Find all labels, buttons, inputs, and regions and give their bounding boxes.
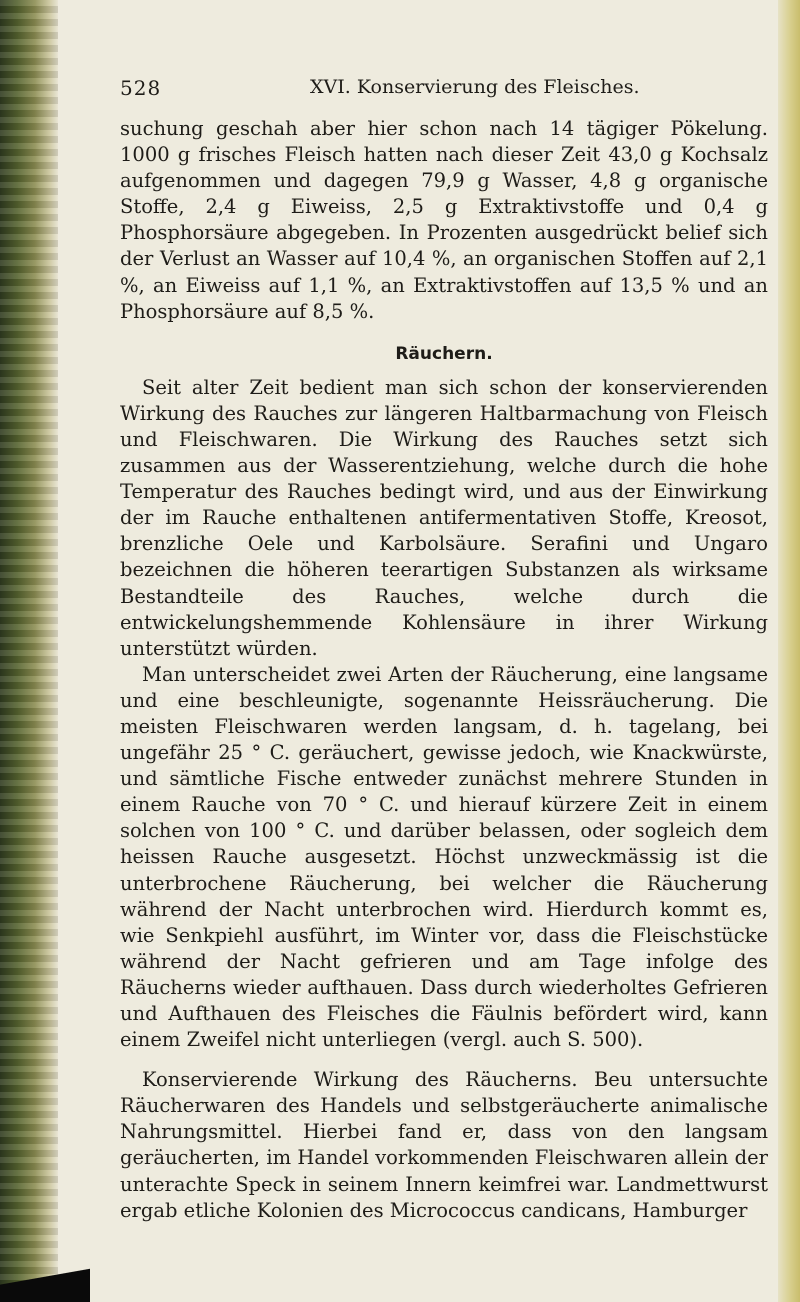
- page-right-edge: [778, 0, 800, 1302]
- paragraph-pickling-results: suchung geschah aber hier schon nach 14 tägiger Pökelung. 1000 g frisches Fleisch hatten nach dieser Zeit 43,0 g Kochsalz aufgenommen und dagegen 79,9 g Wasser, 4,8 g organische Stoffe, 2,4 g Eiweiss, 2,5 g Extraktivstoffe und 0,4 g Phosphorsäure abgegeben. In Prozenten ausgedrückt belief sich der Verlust an Wasser auf 10,4 %, an organischen Stoffen auf 2,1 %, an Eiweiss auf 1,1 %, an Extraktivstoffen auf 13,5 % und an Phosphorsäure auf 8,5 %.: [120, 117, 768, 323]
- page-corner-shadow: [0, 1262, 90, 1302]
- paragraph-gap: [120, 1053, 768, 1067]
- book-spine-edge: [0, 0, 58, 1302]
- page-header: [120, 76, 770, 102]
- running-head: XVI. Konservierung des Fleisches.: [310, 76, 640, 98]
- paragraph-smoking-methods: Man unterscheidet zwei Arten der Räucherung, eine langsame und eine beschleunigte, sogenannte Heissräucherung. Die meisten Fleischwaren werden langsam, d. h. tagelang, bei ungefähr 25 ° C. geräuchert, gewisse jedoch, wie Knackwürste, und sämtliche Fische entweder zunächst mehrere Stunden in einem Rauche von 70 ° C. und hierauf kürzere Zeit in einem solchen von 100 ° C. und darüber belassen, oder sogleich dem heissen Rauche ausgesetzt. Höchst unzweckmässig ist die unterbrochene Räucherung, bei welcher die Räucherung während der Nacht unterbrochen wird. Hierdurch kommt es, wie Senkpiehl ausführt, im Winter vor, dass die Fleischstücke während der Nacht gefrieren und am Tage infolge des Räucherns wieder aufthauen. Dass durch wiederholtes Gefrieren und Aufthauen des Fleisches die Fäulnis befördert wird, kann einem Zweifel nicht unterliegen (vergl. auch S. 500).: [120, 662, 768, 1052]
- page-number: 528: [120, 76, 162, 100]
- page-body: [120, 116, 768, 1224]
- paragraph-preserving-effect: Konservierende Wirkung des Räucherns. Beu untersuchte Räucherwaren des Handels und selbstgeräucherte animalische Nahrungsmittel. Hierbei fand er, dass von den langsam geräucherten, im Handel vorkommenden Fleischwaren allein der unterachte Speck in seinem Innern keimfrei war. Landmettwurst ergab etliche Kolonien des Micrococcus candicans, Hamburger: [120, 1068, 768, 1222]
- section-heading: Räuchern.: [395, 343, 493, 364]
- paragraph-smoke-effect: Seit alter Zeit bedient man sich schon der konservierenden Wirkung des Rauches zur längeren Haltbarmachung von Fleisch und Fleischwaren. Die Wirkung des Rauches setzt sich zusammen aus der Wasserentziehung, welche durch die hohe Temperatur des Rauches bedingt wird, und aus der Einwirkung der im Rauche enthaltenen antifermentativen Stoffe, Kreosot, brenzliche Oele und Karbolsäure. Serafini und Ungaro bezeichnen die höheren teerartigen Substanzen als wirksame Bestandteile des Rauches, welche durch die entwickelungshemmende Kohlensäure in ihrer Wirkung unterstützt würden.: [120, 375, 768, 660]
